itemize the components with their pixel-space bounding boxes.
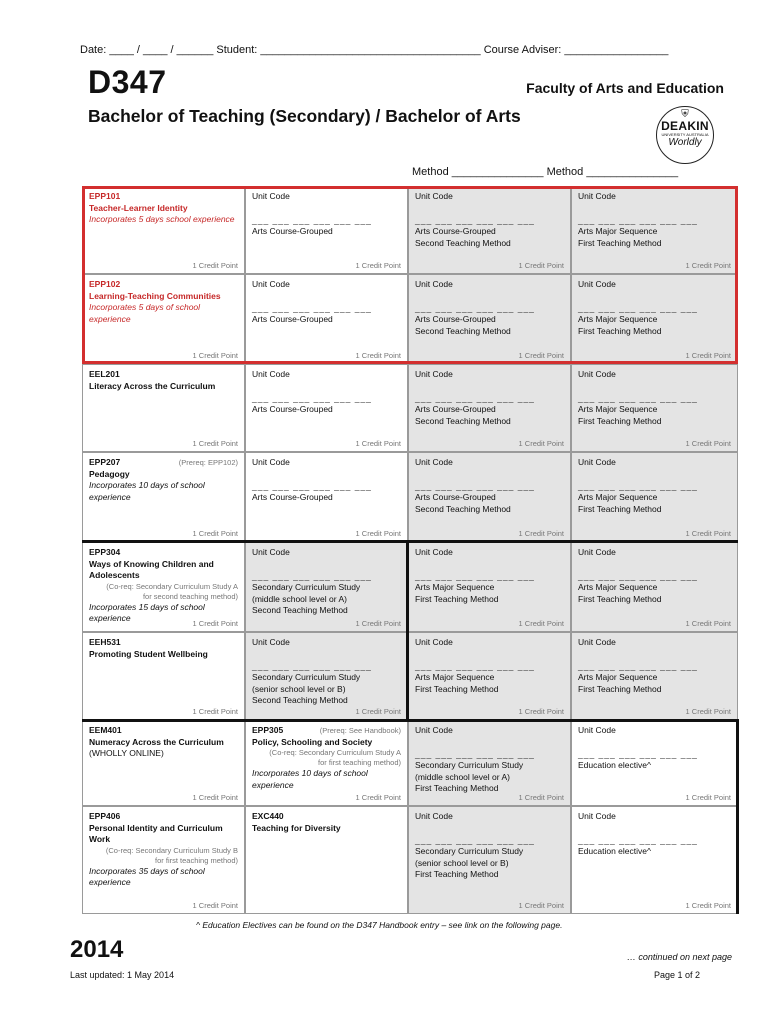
unit-code-blank: ___ ___ ___ ___ ___ ___ <box>252 214 372 225</box>
unit-level: (middle school level or A) <box>415 771 510 782</box>
cell-eeh531 <box>82 632 245 720</box>
cell-second-method <box>245 632 408 720</box>
unit-title: Pedagogy <box>89 468 130 479</box>
method-fields: Method _______________ Method _______________ <box>412 166 679 178</box>
unit-code-blank: ___ ___ ___ ___ ___ ___ <box>252 302 372 313</box>
cell-epp406 <box>82 806 245 914</box>
logo-tagline: Worldly <box>668 137 702 148</box>
unit-code-label: Unit Code <box>252 457 290 467</box>
credit-point: 1 Credit Point <box>518 438 564 448</box>
unit-code-blank: ___ ___ ___ ___ ___ ___ <box>415 834 535 845</box>
unit-type: Arts Major Sequence <box>578 314 658 324</box>
cell-education-elective <box>571 720 738 806</box>
unit-code-label: Unit Code <box>415 811 453 821</box>
credit-point: 1 Credit Point <box>192 618 238 628</box>
credit-point: 1 Credit Point <box>355 260 401 270</box>
unit-code-label: Unit Code <box>415 547 453 557</box>
cell-second-method <box>408 274 571 364</box>
unit-type: Arts Major Sequence <box>415 582 495 592</box>
unit-code: EEH531 <box>89 637 121 647</box>
unit-code-label: Unit Code <box>415 191 453 201</box>
unit-coreq: for second teaching method) <box>142 591 238 601</box>
cell-eel201 <box>82 364 245 452</box>
unit-type: Arts Course-Grouped <box>415 226 496 236</box>
credit-point: 1 Credit Point <box>518 706 564 716</box>
cell-epp207 <box>82 452 245 542</box>
unit-code: EXC440 <box>252 811 284 821</box>
logo-sub: UNIVERSITY AUSTRALIA <box>661 132 709 137</box>
unit-code: EPP101 <box>89 191 121 201</box>
unit-method: Second Teaching Method <box>415 503 511 514</box>
unit-note: experience <box>89 491 131 502</box>
unit-code-label: Unit Code <box>415 369 453 379</box>
unit-code-blank: ___ ___ ___ ___ ___ ___ <box>578 570 698 581</box>
cell-epp102 <box>82 274 245 364</box>
unit-method: Second Teaching Method <box>415 325 511 336</box>
unit-prereq: (Prereq: See Handbook) <box>319 726 401 735</box>
unit-type: Education elective^ <box>578 846 651 856</box>
unit-type: Secondary Curriculum Study <box>252 582 361 592</box>
year-label: 2014 <box>70 936 124 963</box>
unit-note: Incorporates 35 days of school <box>89 865 205 876</box>
unit-code-blank: ___ ___ ___ ___ ___ ___ <box>252 392 372 403</box>
unit-code-blank: ___ ___ ___ ___ ___ ___ <box>578 392 698 403</box>
credit-point: 1 Credit Point <box>355 350 401 360</box>
cell-first-method <box>408 632 571 720</box>
unit-level: (senior school level or B) <box>415 857 509 868</box>
unit-code-label: Unit Code <box>578 637 616 647</box>
credit-point: 1 Credit Point <box>685 438 731 448</box>
unit-code-blank: ___ ___ ___ ___ ___ ___ <box>578 214 698 225</box>
unit-code-blank: ___ ___ ___ ___ ___ ___ <box>415 214 535 225</box>
unit-code-label: Unit Code <box>252 637 290 647</box>
crest-icon: ⛨ <box>681 109 689 120</box>
unit-level: (middle school level or A) <box>252 593 347 604</box>
unit-code: EPP102 <box>89 279 121 289</box>
last-updated: Last updated: 1 May 2014 <box>70 970 175 980</box>
unit-note: experience <box>89 877 131 887</box>
credit-point: 1 Credit Point <box>192 528 238 538</box>
cell-first-method <box>408 542 571 632</box>
unit-method: First Teaching Method <box>578 593 662 604</box>
unit-type: Arts Course-Grouped <box>415 492 496 502</box>
cell-second-method <box>408 364 571 452</box>
unit-method: First Teaching Method <box>415 593 499 604</box>
unit-code-blank: ___ ___ ___ ___ ___ ___ <box>252 570 372 581</box>
credit-point: 1 Credit Point <box>518 260 564 270</box>
faculty-name: Faculty of Arts and Education <box>526 80 724 96</box>
credit-point: 1 Credit Point <box>355 618 401 628</box>
unit-note: Incorporates 10 days of school <box>89 480 205 490</box>
cell-eem401 <box>82 720 245 806</box>
credit-point: 1 Credit Point <box>518 618 564 628</box>
cell-first-method <box>571 452 738 542</box>
unit-code-label: Unit Code <box>578 811 616 821</box>
cell-second-method <box>408 452 571 542</box>
credit-point: 1 Credit Point <box>192 438 238 448</box>
unit-method: First Teaching Method <box>578 503 662 514</box>
credit-point: 1 Credit Point <box>192 900 238 910</box>
unit-code-label: Unit Code <box>252 279 290 289</box>
unit-title: Promoting Student Wellbeing <box>89 648 208 659</box>
credit-point: 1 Credit Point <box>192 350 238 360</box>
unit-type: Arts Course-Grouped <box>252 404 333 414</box>
unit-code-label: Unit Code <box>578 547 616 557</box>
unit-code-label: Unit Code <box>252 191 290 201</box>
unit-prereq: (Prereq: EPP102) <box>178 458 238 467</box>
unit-title: Teaching for Diversity <box>252 822 341 833</box>
unit-coreq: (Co-req: Secondary Curriculum Study B <box>105 845 238 855</box>
unit-type: Secondary Curriculum Study <box>252 672 361 682</box>
unit-coreq: (Co-req: Secondary Curriculum Study A <box>269 748 401 757</box>
unit-code-label: Unit Code <box>415 279 453 289</box>
credit-point: 1 Credit Point <box>518 792 564 802</box>
unit-title: Adolescents <box>89 570 140 580</box>
logo-name: DEAKIN <box>661 119 709 133</box>
cell-arts-course-grouped <box>245 364 408 452</box>
cell-education-elective <box>571 806 738 914</box>
unit-code-blank: ___ ___ ___ ___ ___ ___ <box>415 302 535 313</box>
cell-first-method <box>571 364 738 452</box>
unit-note: Incorporates 10 days of school <box>252 768 368 778</box>
unit-note: experience <box>89 313 131 324</box>
unit-code-label: Unit Code <box>252 369 290 379</box>
unit-code-blank: ___ ___ ___ ___ ___ ___ <box>578 302 698 313</box>
unit-code: EPP207 <box>89 457 121 467</box>
unit-code: EEL201 <box>89 369 120 379</box>
unit-coreq: for first teaching method) <box>155 855 238 865</box>
credit-point: 1 Credit Point <box>518 900 564 910</box>
unit-type: Arts Course-Grouped <box>415 314 496 324</box>
credit-point: 1 Credit Point <box>192 706 238 716</box>
unit-method: Second Teaching Method <box>252 695 348 705</box>
unit-type: Arts Course-Grouped <box>252 226 333 236</box>
cell-second-method <box>245 542 408 632</box>
unit-code-blank: ___ ___ ___ ___ ___ ___ <box>578 834 698 845</box>
cell-epp101 <box>82 186 245 274</box>
course-grid <box>82 186 738 914</box>
unit-code: EPP406 <box>89 811 121 821</box>
cell-arts-course-grouped <box>245 186 408 274</box>
unit-type: Arts Major Sequence <box>578 672 658 682</box>
cell-epp304 <box>82 542 245 632</box>
unit-note: experience <box>252 779 294 790</box>
unit-type: Secondary Curriculum Study <box>415 760 524 770</box>
cell-first-method <box>571 632 738 720</box>
unit-code-label: Unit Code <box>415 725 453 735</box>
cell-first-method <box>571 186 738 274</box>
degree-title: Bachelor of Teaching (Secondary) / Bachelor of Arts <box>88 106 521 126</box>
continued-note: … continued on next page <box>626 952 732 962</box>
unit-method: First Teaching Method <box>415 869 499 879</box>
unit-method: First Teaching Method <box>578 237 662 248</box>
unit-type: Arts Major Sequence <box>415 672 495 682</box>
unit-code-blank: ___ ___ ___ ___ ___ ___ <box>415 392 535 403</box>
unit-note: Incorporates 15 days of school <box>89 601 205 612</box>
credit-point: 1 Credit Point <box>685 900 731 910</box>
unit-note: Incorporates 5 days of school <box>89 302 201 312</box>
unit-code-label: Unit Code <box>578 457 616 467</box>
unit-code-blank: ___ ___ ___ ___ ___ ___ <box>252 480 372 491</box>
unit-method: First Teaching Method <box>578 325 662 336</box>
unit-type: Arts Major Sequence <box>578 492 658 502</box>
unit-type: Secondary Curriculum Study <box>415 846 524 856</box>
unit-level: (senior school level or B) <box>252 683 346 694</box>
course-code: D347 <box>88 64 167 100</box>
unit-code-blank: ___ ___ ___ ___ ___ ___ <box>252 660 372 671</box>
unit-type: Education elective^ <box>578 760 651 770</box>
unit-coreq: (Co-req: Secondary Curriculum Study A <box>106 581 238 591</box>
credit-point: 1 Credit Point <box>518 350 564 360</box>
unit-code-blank: ___ ___ ___ ___ ___ ___ <box>415 480 535 491</box>
credit-point: 1 Credit Point <box>355 706 401 716</box>
unit-code-blank: ___ ___ ___ ___ ___ ___ <box>415 570 535 581</box>
elective-footnote: ^ Education Electives can be found on the D347 Handbook entry – see link on the following page. <box>196 920 563 930</box>
unit-method: First Teaching Method <box>578 683 662 694</box>
unit-code-blank: ___ ___ ___ ___ ___ ___ <box>415 660 535 671</box>
unit-type: Arts Major Sequence <box>578 582 658 592</box>
cell-first-method <box>408 720 571 806</box>
header-form-line: Date: ____ / ____ / ______ Student: ____________________________________ Course Adviser: _________________ <box>80 44 669 56</box>
unit-code-label: Unit Code <box>578 191 616 201</box>
unit-note: Incorporates 5 days school experience <box>89 214 235 224</box>
credit-point: 1 Credit Point <box>355 792 401 802</box>
unit-title: Learning-Teaching Communities <box>89 290 221 301</box>
unit-code-label: Unit Code <box>415 637 453 647</box>
credit-point: 1 Credit Point <box>518 528 564 538</box>
unit-code-label: Unit Code <box>578 279 616 289</box>
unit-method: First Teaching Method <box>578 415 662 426</box>
credit-point: 1 Credit Point <box>355 528 401 538</box>
unit-code-label: Unit Code <box>252 547 290 557</box>
unit-title: Numeracy Across the Curriculum <box>89 736 224 747</box>
unit-method: First Teaching Method <box>415 783 499 793</box>
unit-method: First Teaching Method <box>415 683 499 694</box>
credit-point: 1 Credit Point <box>685 792 731 802</box>
unit-title: Work <box>89 834 111 844</box>
unit-title: Teacher-Learner Identity <box>89 202 188 213</box>
unit-type: Arts Major Sequence <box>578 404 658 414</box>
cell-arts-course-grouped <box>245 274 408 364</box>
unit-title: Literacy Across the Curriculum <box>89 380 216 391</box>
unit-code-label: Unit Code <box>578 369 616 379</box>
cell-arts-course-grouped <box>245 452 408 542</box>
cell-first-method <box>571 542 738 632</box>
cell-first-method <box>408 806 571 914</box>
deakin-logo <box>656 106 714 164</box>
credit-point: 1 Credit Point <box>685 528 731 538</box>
cell-epp305 <box>245 720 408 806</box>
unit-type: Arts Course-Grouped <box>415 404 496 414</box>
unit-method: Second Teaching Method <box>415 237 511 248</box>
unit-code: EPP305 <box>252 725 284 735</box>
unit-type: Arts Course-Grouped <box>252 314 333 324</box>
unit-note: experience <box>89 613 131 623</box>
unit-code-blank: ___ ___ ___ ___ ___ ___ <box>578 660 698 671</box>
unit-coreq: for first teaching method) <box>318 758 401 767</box>
unit-code-label: Unit Code <box>415 457 453 467</box>
unit-code-blank: ___ ___ ___ ___ ___ ___ <box>415 748 535 759</box>
credit-point: 1 Credit Point <box>355 438 401 448</box>
unit-title: Personal Identity and Curriculum <box>89 822 223 833</box>
credit-point: 1 Credit Point <box>192 260 238 270</box>
page-number: Page 1 of 2 <box>653 970 700 980</box>
unit-title: Ways of Knowing Children and <box>89 558 214 569</box>
unit-code: EPP304 <box>89 547 121 557</box>
cell-first-method <box>571 274 738 364</box>
credit-point: 1 Credit Point <box>685 260 731 270</box>
unit-type: Arts Course-Grouped <box>252 492 333 502</box>
unit-title: Policy, Schooling and Society <box>252 736 373 747</box>
unit-delivery: (WHOLLY ONLINE) <box>89 748 164 758</box>
unit-code: EEM401 <box>89 725 122 735</box>
unit-code-blank: ___ ___ ___ ___ ___ ___ <box>578 480 698 491</box>
unit-method: Second Teaching Method <box>415 415 511 426</box>
unit-code-blank: ___ ___ ___ ___ ___ ___ <box>578 748 698 759</box>
credit-point: 1 Credit Point <box>685 618 731 628</box>
credit-point: 1 Credit Point <box>685 350 731 360</box>
unit-code-label: Unit Code <box>578 725 616 735</box>
cell-second-method <box>408 186 571 274</box>
unit-method: Second Teaching Method <box>252 605 348 615</box>
unit-type: Arts Major Sequence <box>578 226 658 236</box>
credit-point: 1 Credit Point <box>192 792 238 802</box>
credit-point: 1 Credit Point <box>685 706 731 716</box>
cell-exc440 <box>245 806 408 914</box>
